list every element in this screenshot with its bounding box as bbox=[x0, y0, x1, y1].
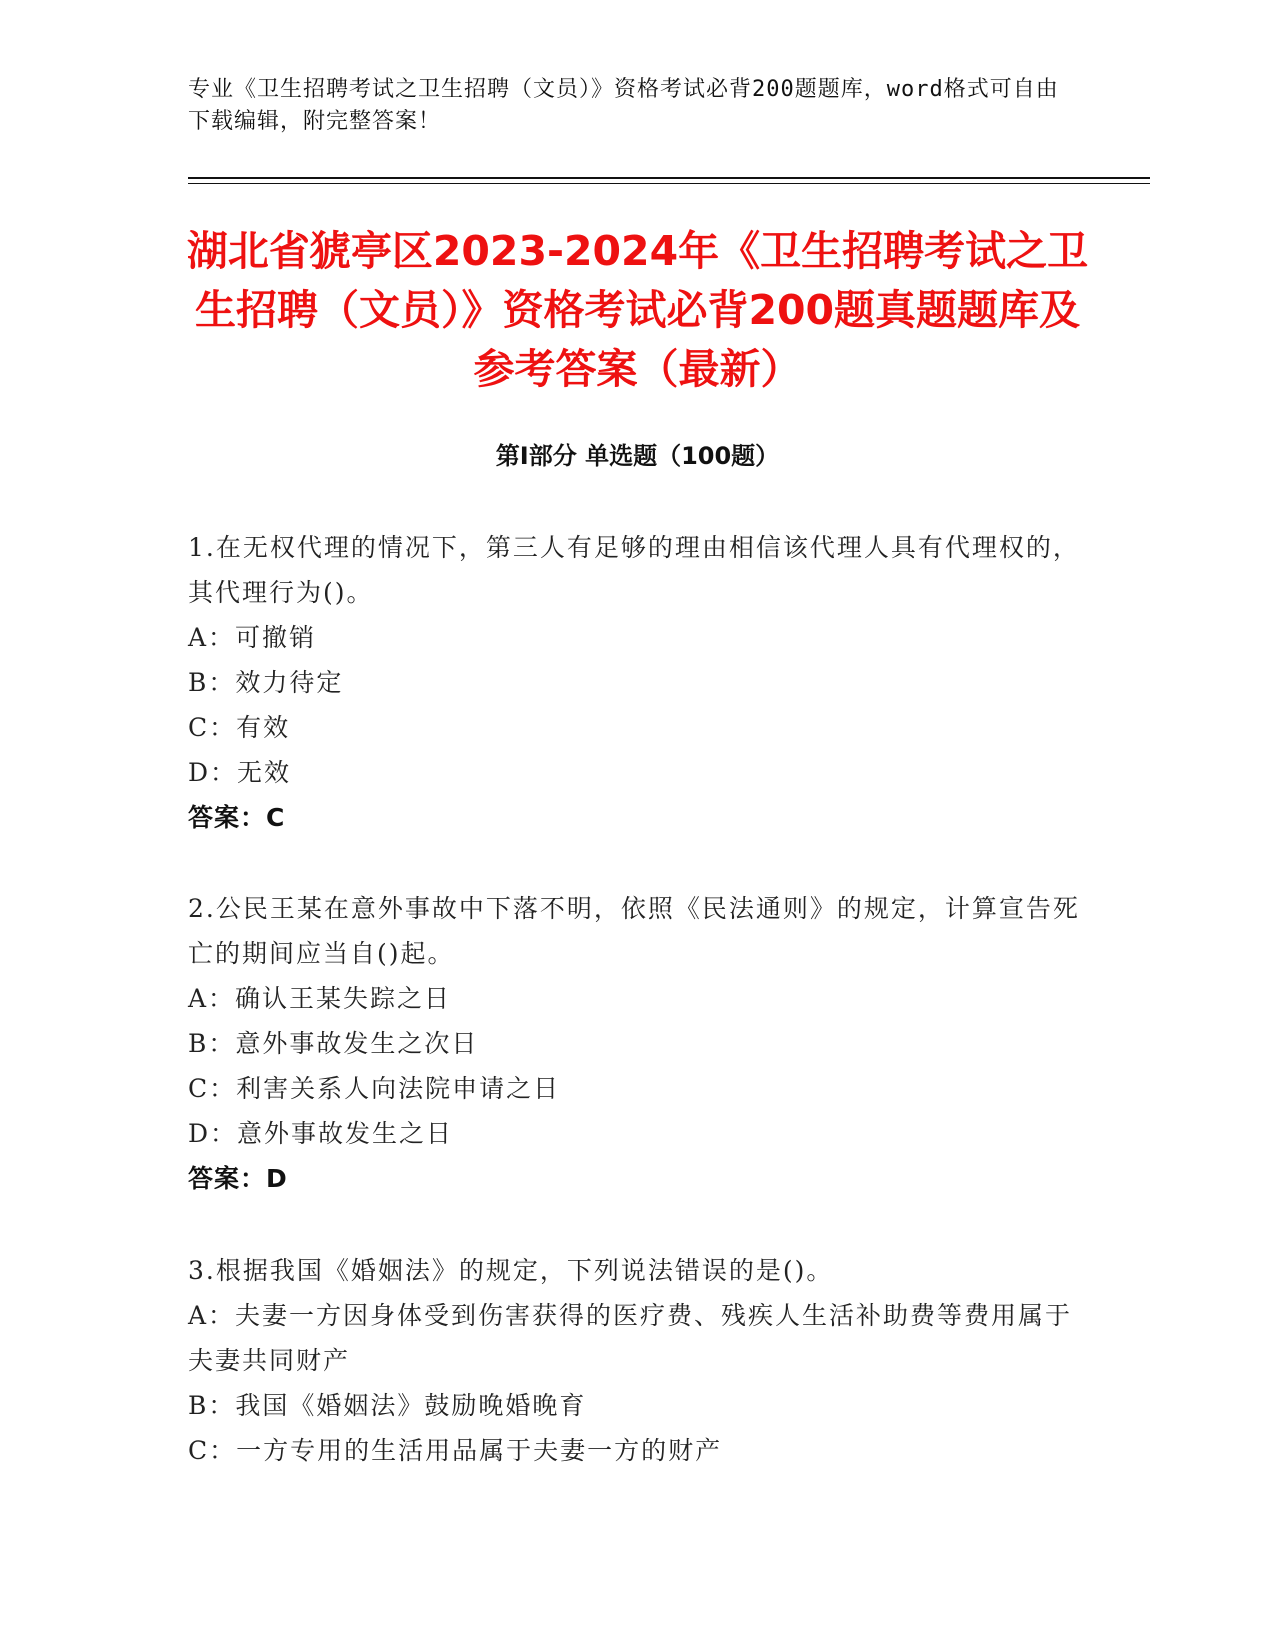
option-b: B：我国《婚姻法》鼓励晚婚晚育 bbox=[188, 1391, 587, 1420]
option-a: A：可撤销 bbox=[188, 623, 317, 652]
question-stem: 1.在无权代理的情况下，第三人有足够的理由相信该代理人具有代理权的，其代理行为()。 bbox=[188, 533, 1080, 607]
option-b: B：意外事故发生之次日 bbox=[188, 1029, 479, 1058]
question-block bbox=[188, 525, 1088, 840]
question-block bbox=[188, 886, 1088, 1201]
document-title: 湖北省猇亭区2023-2024年《卫生招聘考试之卫生招聘（文员）》资格考试必背200题真题题库及参考答案（最新） bbox=[186, 227, 1089, 393]
answer-line: 答案：D bbox=[188, 1164, 288, 1193]
section-heading: 第Ⅰ部分 单选题（100题） bbox=[495, 442, 780, 470]
option-a: A：确认王某失踪之日 bbox=[188, 984, 452, 1013]
option-c: C：有效 bbox=[188, 713, 291, 742]
question-block bbox=[188, 1248, 1088, 1473]
option-d: D：意外事故发生之日 bbox=[188, 1119, 454, 1148]
header-divider-thick bbox=[188, 177, 1150, 179]
answer-line: 答案：C bbox=[188, 803, 286, 832]
option-a: A：夫妻一方因身体受到伤害获得的医疗费、残疾人生活补助费等费用属于夫妻共同财产 bbox=[188, 1301, 1073, 1375]
question-stem: 2.公民王某在意外事故中下落不明，依照《民法通则》的规定，计算宣告死亡的期间应当自()起。 bbox=[188, 894, 1080, 968]
header-divider-thin bbox=[188, 183, 1150, 184]
intro-text: 专业《卫生招聘考试之卫生招聘（文员）》资格考试必背200题题库，word格式可自由下载编辑，附完整答案！ bbox=[188, 77, 1059, 134]
question-stem: 3.根据我国《婚姻法》的规定，下列说法错误的是()。 bbox=[188, 1256, 834, 1285]
option-c: C：利害关系人向法院申请之日 bbox=[188, 1074, 561, 1103]
option-d: D：无效 bbox=[188, 758, 292, 787]
option-b: B：效力待定 bbox=[188, 668, 344, 697]
option-c: C：一方专用的生活用品属于夫妻一方的财产 bbox=[188, 1436, 723, 1465]
